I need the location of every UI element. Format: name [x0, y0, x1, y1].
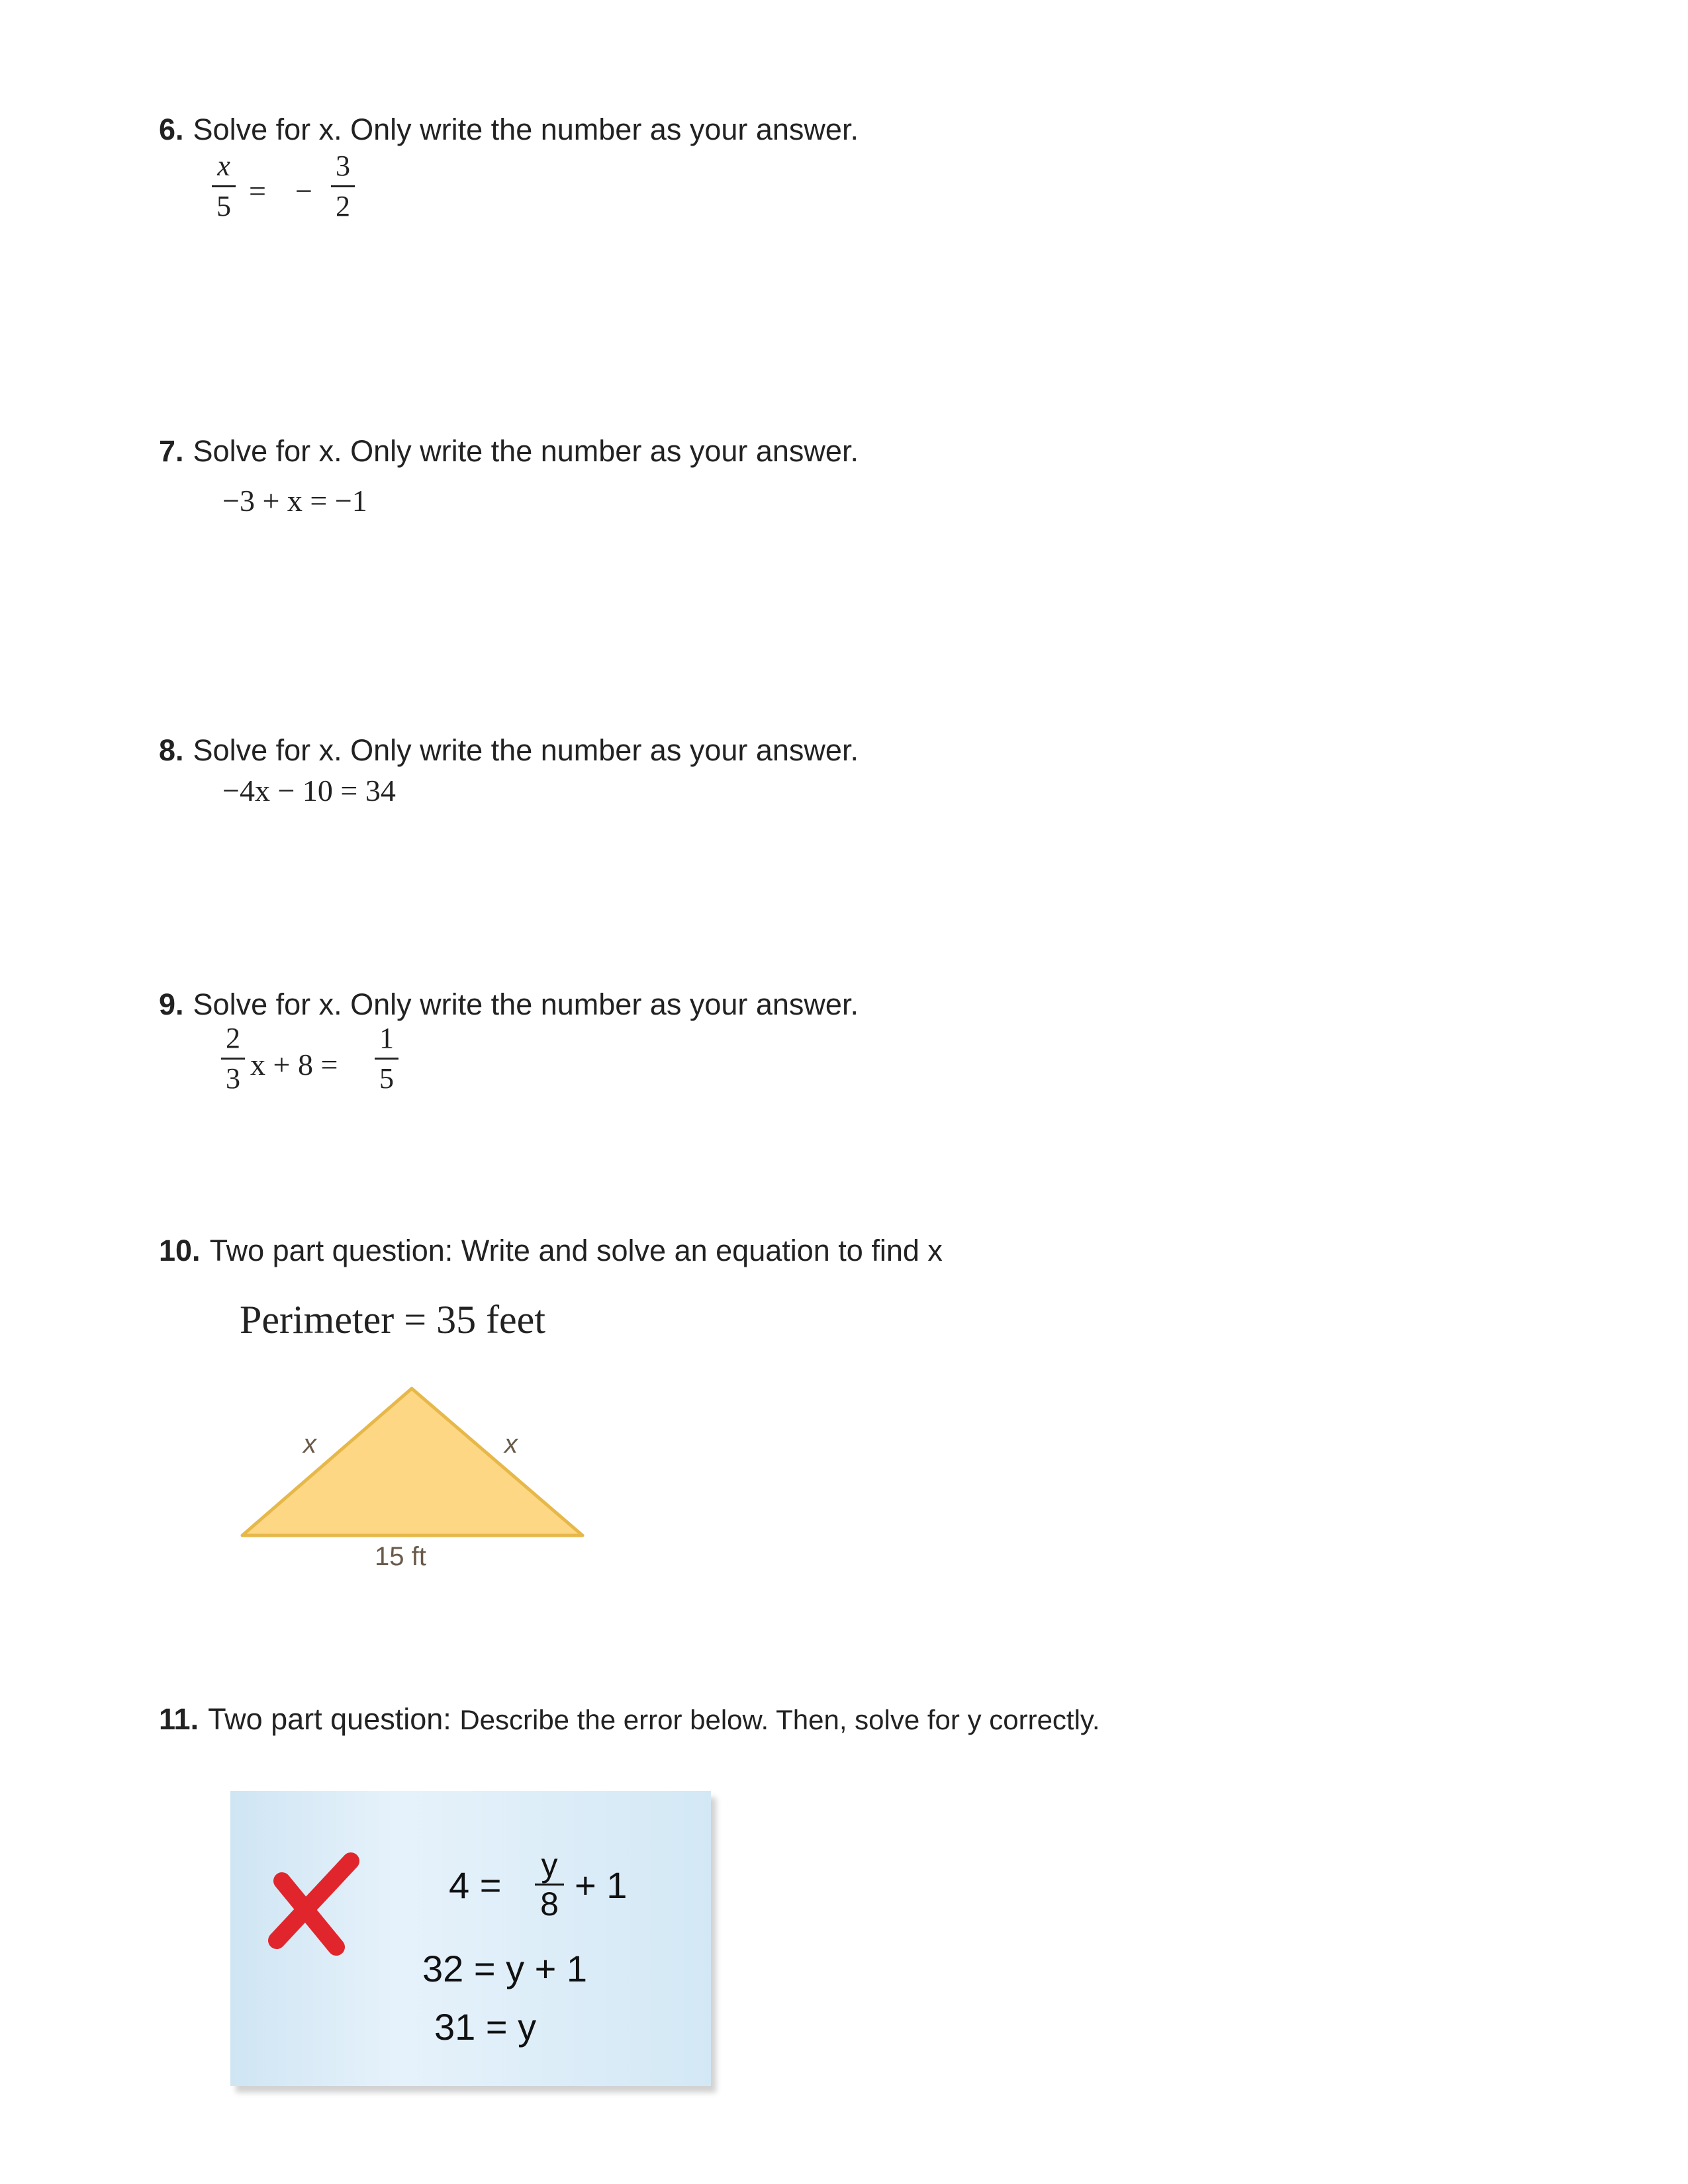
question-11 [159, 1702, 1100, 1737]
question-prompt-part-a: Two part question: [208, 1702, 451, 1736]
question-8 [159, 733, 859, 768]
equation: −4x − 10 = 34 [222, 774, 396, 807]
equals-sign: = [249, 174, 266, 208]
question-number: 11. [159, 1702, 199, 1736]
question-7 [159, 434, 859, 469]
triangle-shape [242, 1388, 583, 1535]
question-prompt-part-b: Describe the error below. Then, solve for y correctly. [459, 1704, 1100, 1735]
error-example-box [230, 1791, 711, 2086]
question-prompt: Solve for x. Only write the number as your answer. [193, 434, 859, 468]
side-label-right: x [504, 1430, 518, 1459]
question-prompt: Solve for x. Only write the number as your answer. [193, 987, 859, 1021]
fraction-3-over-2: 3 2 [331, 150, 355, 223]
fraction-1-over-5: 1 5 [375, 1022, 399, 1095]
error-line-1-left: 4 = [449, 1864, 502, 1906]
error-line-1-right: + 1 [575, 1864, 628, 1906]
question-9 [159, 987, 859, 1022]
question-number: 8. [159, 733, 184, 767]
error-line-3: 31 = y [434, 2006, 537, 2048]
side-label-left: x [303, 1430, 316, 1459]
question-number: 6. [159, 113, 184, 146]
minus-sign: − [295, 174, 312, 208]
question-10 [159, 1234, 943, 1268]
fraction-x-over-5: x 5 [212, 150, 236, 223]
question-prompt: Solve for x. Only write the number as your answer. [193, 113, 859, 146]
equation-middle: x + 8 = [250, 1048, 338, 1081]
equation: −3 + x = −1 [222, 484, 367, 518]
perimeter-label: Perimeter = 35 feet [240, 1298, 545, 1342]
question-number: 10. [159, 1234, 201, 1267]
error-line-2: 32 = y + 1 [422, 1948, 588, 1989]
red-x-icon [257, 1848, 369, 1960]
question-prompt: Solve for x. Only write the number as your answer. [193, 733, 859, 767]
question-number: 9. [159, 987, 184, 1021]
question-6 [159, 113, 859, 147]
question-prompt: Two part question: Write and solve an equation to find x [209, 1234, 943, 1267]
triangle-figure [232, 1377, 589, 1549]
error-line-1-fraction: y 8 [535, 1848, 564, 1921]
question-number: 7. [159, 434, 184, 468]
fraction-2-over-3: 2 3 [221, 1022, 245, 1095]
base-label: 15 ft [375, 1542, 426, 1571]
